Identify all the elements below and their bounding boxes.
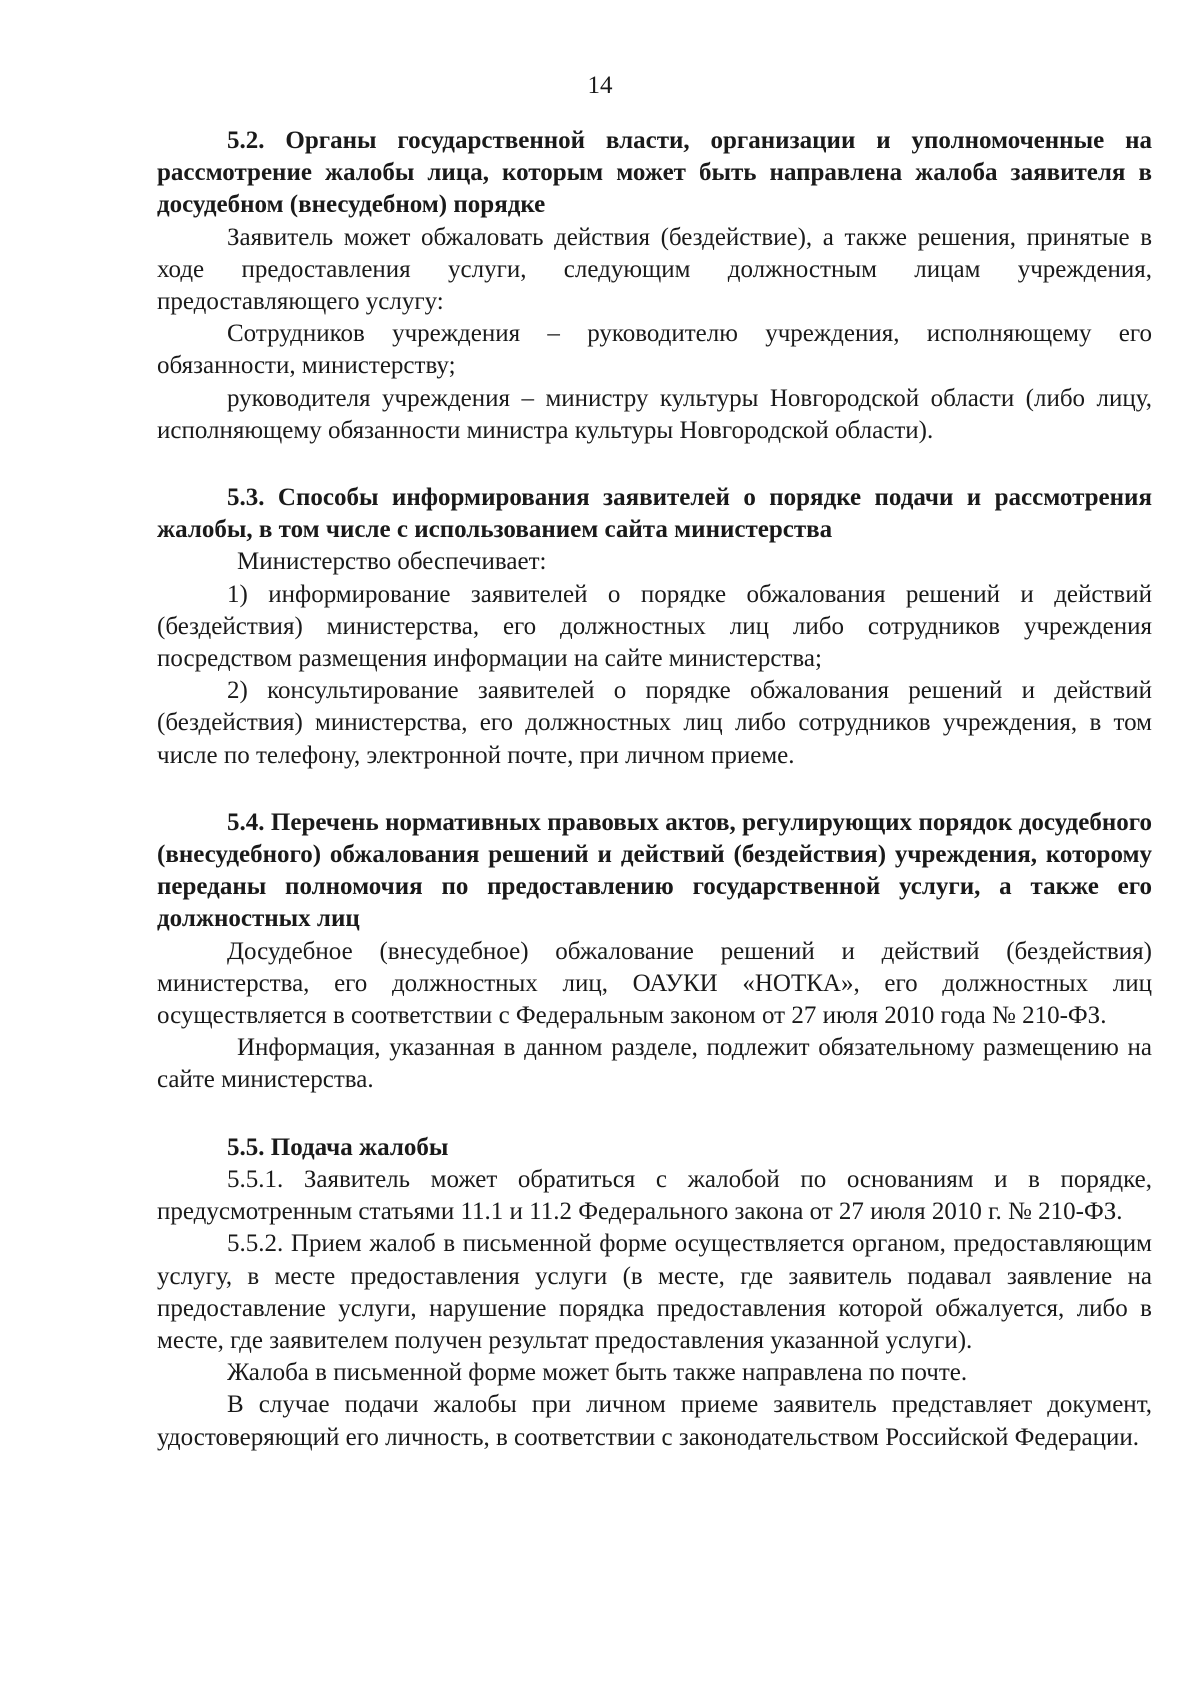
paragraph: Досудебное (внесудебное) обжалование решений и действий (бездействия) министерства, его должностных лиц, ОАУКИ «НОТКА», его должностных лиц осуществляется в соответствии с Федеральным законом от 27 июля 2010 года № 210-ФЗ. xyxy=(157,937,1152,1030)
paragraph: Жалоба в письменной форме может быть также направлена по почте. xyxy=(227,1359,968,1387)
section-heading: 5.5. Подача жалобы xyxy=(227,1133,449,1161)
paragraph: руководителя учреждения – министру культуры Новгородской области (либо лицу, исполняющему обязанности министра культуры Новгородской области). xyxy=(157,384,1152,444)
section-heading: 5.2. Органы государственной власти, организации и уполномоченные на рассмотрение жалобы лица, которым может быть направлена жалоба заявителя в досудебном (внесудебном) порядке xyxy=(157,127,1152,219)
paragraph: 5.5.1. Заявитель может обратиться с жалобой по основаниям и в порядке, предусмотренным статьями 11.1 и 11.2 Федерального закона от 27 июля 2010 г. № 210-ФЗ. xyxy=(157,1165,1152,1226)
section-spacer xyxy=(157,1097,1152,1132)
section-spacer xyxy=(157,447,1152,482)
section-spacer xyxy=(157,772,1152,807)
section-heading: 5.3. Способы информирования заявителей о порядке подачи и рассмотрения жалобы, в том числе с использованием сайта министерства xyxy=(157,484,1152,544)
section-heading: 5.4. Перечень нормативных правовых актов, регулирующих порядок досудебного (внесудебного) обжалования решений и действий (бездействия) учреждения, которому переданы полномочия по предоставлению государственной услуги, а также его должностных лиц xyxy=(157,808,1152,933)
document-body xyxy=(157,125,1152,1454)
page-number: 14 xyxy=(587,72,613,99)
paragraph: Информация, указанная в данном разделе, подлежит обязательному размещению на сайте министерства. xyxy=(157,1034,1152,1094)
paragraph: Министерство обеспечивает: xyxy=(237,548,547,576)
paragraph: В случае подачи жалобы при личном приеме заявитель представляет документ, удостоверяющий его личность, в соответствии с законодательством Российской Федерации. xyxy=(157,1391,1152,1451)
paragraph: Сотрудников учреждения – руководителю учреждения, исполняющему его обязанности, министерству; xyxy=(157,320,1152,380)
paragraph: 2) консультирование заявителей о порядке обжалования решений и действий (бездействия) министерства, его должностных лиц либо сотрудников учреждения, в том числе по телефону, электронной почте, при личном приеме. xyxy=(157,677,1152,769)
paragraph: 5.5.2. Прием жалоб в письменной форме осуществляется органом, предоставляющим услугу, в месте предоставления услуги (в месте, где заявитель подавал заявление на предоставление услуги, нарушение порядка предоставления которой обжалуется, либо в месте, где заявителем получен результат предоставления указанной услуги). xyxy=(157,1230,1152,1354)
paragraph: 1) информирование заявителей о порядке обжалования решений и действий (бездействия) министерства, его должностных лиц либо сотрудников учреждения посредством размещения информации на сайте министерства; xyxy=(157,580,1152,673)
paragraph: Заявитель может обжаловать действия (бездействие), а также решения, принятые в ходе предоставления услуги, следующим должностным лицам учреждения, предоставляющего услугу: xyxy=(157,223,1152,316)
